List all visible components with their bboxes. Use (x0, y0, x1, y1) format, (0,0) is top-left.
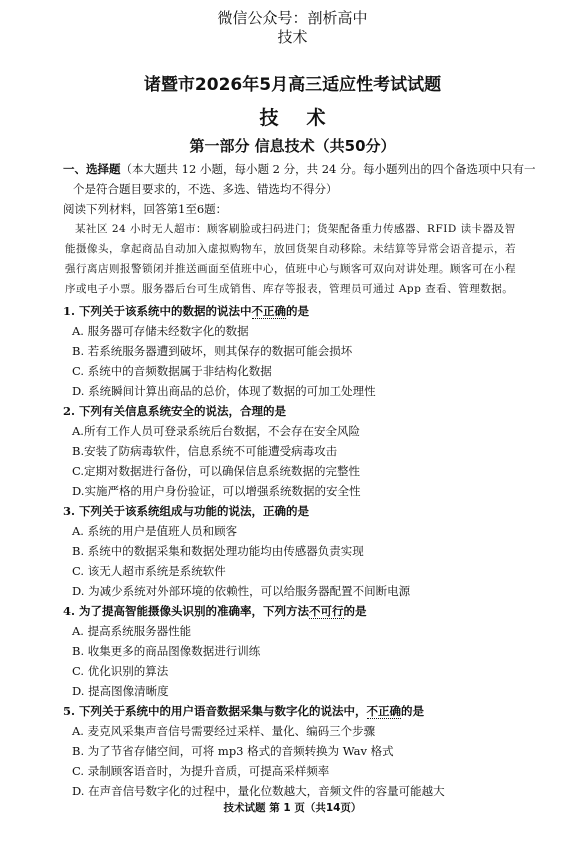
exam-title: 诸暨市2026年5月高三适应性考试试题 (143, 75, 442, 95)
question-2-option-c: C.定期对数据进行备份，可以确保信息系统数据的完整性 (72, 464, 361, 478)
exam-subject: 技术 (259, 107, 354, 129)
question-1-stem (63, 302, 563, 320)
stem-text: 的是 (286, 304, 310, 318)
section-heading: 一、选择题 (63, 162, 121, 176)
question-3-option-d: D. 为减少系统对外部环境的依赖性，可以给服务器配置不间断电源 (72, 584, 411, 598)
question-2-option-b: B.安装了防病毒软件，信息系统不可能遭受病毒攻击 (72, 444, 338, 458)
page-footer: 技术试题 第 1 页（共14页） (223, 802, 362, 814)
question-5-option-b: B. 为了节省存储空间，可将 mp3 格式的音频转换为 Wav 格式 (72, 744, 394, 758)
question-4-option-b: B. 收集更多的商品图像数据进行训练 (72, 644, 261, 658)
question-5-option-c: C. 录制顾客语音时，为提升音质，可提高采样频率 (72, 764, 330, 778)
question-5-option-a: A. 麦克风采集声音信号需要经过采样、量化、编码三个步骤 (72, 724, 376, 738)
material-line: 序或电子小票。服务器后台可生成销售、库存等报表，管理员可通过 App 查看、管理数据。 (65, 283, 514, 295)
question-1-option-c: C. 系统中的音频数据属于非结构化数据 (72, 364, 272, 378)
section-desc-1: （本大题共 12 小题，每小题 2 分，共 24 分。每小题列出的四个备选项中只有一 (120, 162, 536, 176)
section-heading-line (63, 160, 563, 178)
question-5-option-d: D. 在声音信号数字化的过程中，量化位数越大，音频文件的容量可能越大 (72, 784, 445, 798)
material-line: 某社区 24 小时无人超市：顾客刷脸或扫码进门；货架配备重力传感器、RFID 读卡器及智 (75, 223, 516, 235)
question-3-option-a: A. 系统的用户是值班人员和顾客 (72, 524, 238, 538)
stem-text: 5. 下列关于系统中的用户语音数据采集与数字化的说法中， (63, 704, 367, 718)
emphasis-mark: 不可行 (309, 604, 344, 618)
stem-text: 1. 下列关于该系统中的数据的说法中 (63, 304, 252, 318)
emphasis-mark: 不正确 (366, 704, 402, 718)
stem-text: 的是 (401, 704, 425, 718)
question-2-option-d: D.实施严格的用户身份验证，可以增强系统数据的安全性 (72, 484, 361, 498)
stem-text: 4. 为了提高智能摄像头识别的准确率，下列方法 (63, 604, 310, 618)
reading-prompt: 阅读下列材料，回答第1至6题： (63, 202, 228, 216)
question-2-stem: 2. 下列有关信息系统安全的说法，合理的是 (63, 404, 287, 418)
question-1-option-b: B. 若系统服务器遭到破坏，则其保存的数据可能会损坏 (72, 344, 353, 358)
question-3-stem: 3. 下列关于该系统组成与功能的说法，正确的是 (63, 504, 310, 518)
question-4-option-a: A. 提高系统服务器性能 (72, 624, 192, 638)
question-4-option-d: D. 提高图像清晰度 (72, 684, 169, 698)
question-5-stem (63, 702, 563, 720)
question-1-option-d: D. 系统瞬间计算出商品的总价，体现了数据的可加工处理性 (72, 384, 376, 398)
section-desc-2: 个是符合题目要求的，不选、多选、错选均不得分） (73, 182, 338, 196)
question-4-stem (63, 602, 563, 620)
material-line: 强行离店则报警锁闭并推送画面至值班中心，值班中心与顾客可双向对讲处理。顾客可在小程 (65, 263, 516, 275)
stem-text: 的是 (343, 604, 367, 618)
wechat-header: 微信公众号：剖析高中 (217, 9, 368, 27)
question-2-option-a: A.所有工作人员可登录系统后台数据，不会存在安全风险 (72, 424, 360, 438)
material-line: 能摄像头，拿起商品自动加入虚拟购物车，放回货架自动移除。未结算等异常会语音提示，若 (65, 243, 516, 255)
question-3-option-b: B. 系统中的数据采集和数据处理功能均由传感器负责实现 (72, 544, 364, 558)
question-1-option-a: A. 服务器可存储未经数字化的数据 (72, 324, 249, 338)
question-4-option-c: C. 优化识别的算法 (72, 664, 169, 678)
question-3-option-c: C. 该无人超市系统是系统软件 (72, 564, 226, 578)
part-heading: 第一部分 信息技术（共50分） (189, 137, 396, 155)
emphasis-mark: 不正确 (251, 304, 287, 318)
header-subject: 技术 (277, 28, 308, 46)
